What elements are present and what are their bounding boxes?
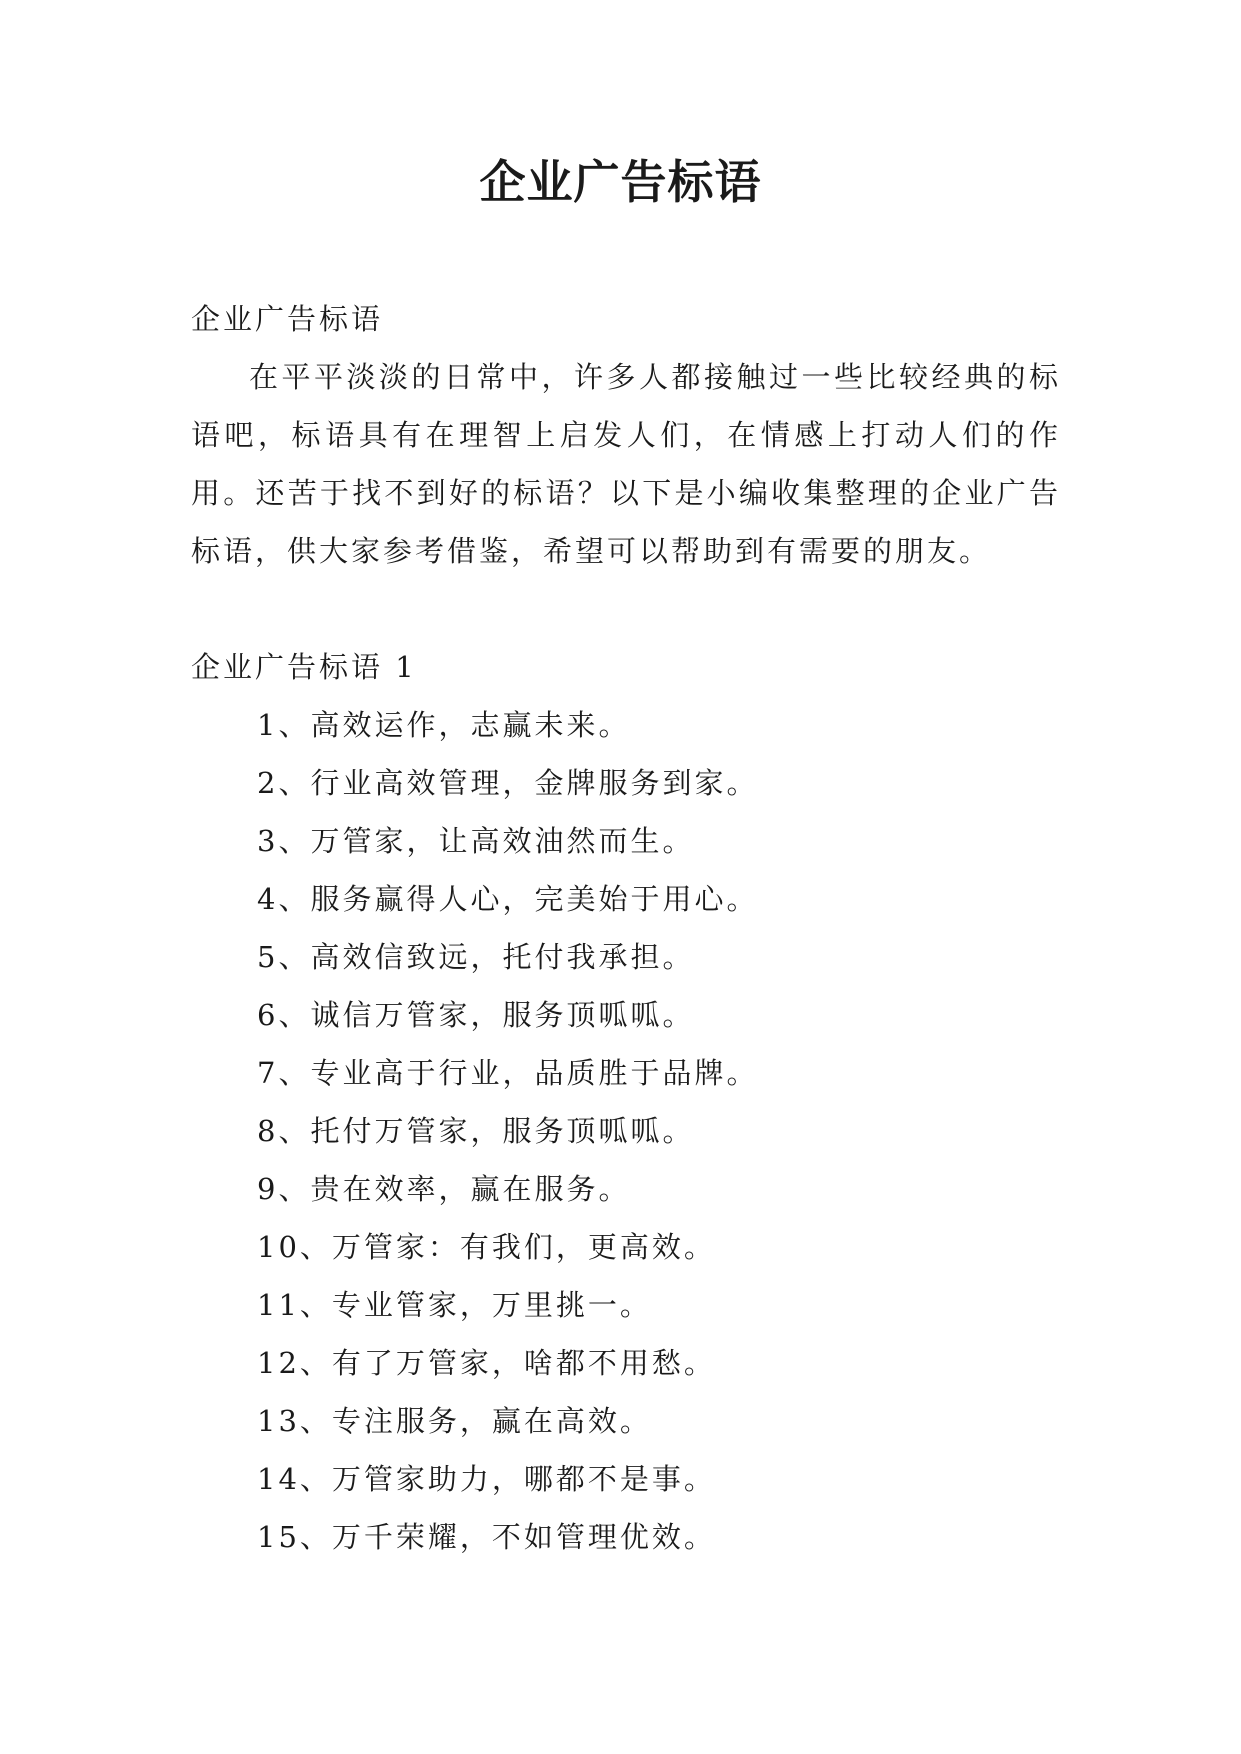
slogan-item: 15、万千荣耀，不如管理优效。 — [257, 1520, 716, 1554]
slogan-item: 8、托付万管家，服务顶呱呱。 — [257, 1114, 695, 1148]
slogan-item: 6、诚信万管家，服务顶呱呱。 — [257, 998, 695, 1032]
slogan-item: 9、贵在效率，赢在服务。 — [257, 1172, 631, 1206]
section-heading: 企业广告标语 1 — [191, 650, 417, 684]
slogan-item: 7、专业高于行业，品质胜于品牌。 — [257, 1056, 759, 1090]
slogan-item: 11、专业管家，万里挑一。 — [257, 1288, 652, 1322]
document-body — [191, 290, 1061, 1566]
slogan-item: 12、有了万管家，啥都不用愁。 — [257, 1346, 716, 1380]
slogan-item: 5、高效信致远，托付我承担。 — [257, 940, 695, 974]
document-subtitle: 企业广告标语 — [191, 302, 384, 336]
slogan-item: 1、高效运作，志赢未来。 — [257, 708, 631, 742]
slogan-item: 4、服务赢得人心，完美始于用心。 — [257, 882, 759, 916]
slogan-item: 2、行业高效管理，金牌服务到家。 — [257, 766, 759, 800]
slogan-item: 14、万管家助力，哪都不是事。 — [257, 1462, 716, 1496]
slogan-item: 13、专注服务，赢在高效。 — [257, 1404, 652, 1438]
slogan-list — [191, 696, 1061, 1566]
slogan-item: 10、万管家：有我们，更高效。 — [257, 1230, 716, 1264]
slogan-item: 3、万管家，让高效油然而生。 — [257, 824, 695, 858]
document-title: 企业广告标语 — [479, 155, 762, 209]
intro-paragraph: 在平平淡淡的日常中，许多人都接触过一些比较经典的标语吧，标语具有在理智上启发人们，在情感上打动人们的作用。还苦于找不到好的标语？以下是小编收集整理的企业广告标语，供大家参考借鉴，希望可以帮助到有需要的朋友。 — [191, 360, 1061, 568]
